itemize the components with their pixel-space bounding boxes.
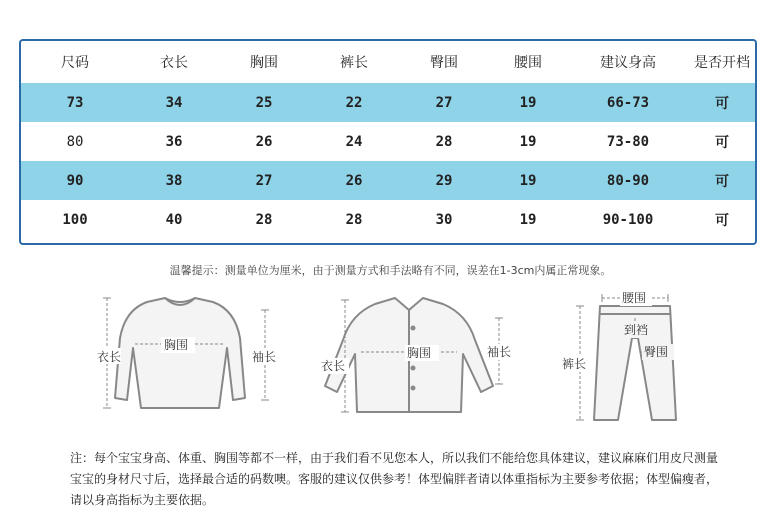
table-cell: 19 xyxy=(519,133,537,150)
table-cell: 28 xyxy=(255,211,273,228)
header-cell: 胸围 xyxy=(250,55,278,71)
table-cell: 30 xyxy=(435,211,453,228)
table-cell: 19 xyxy=(519,211,537,228)
table-cell: 34 xyxy=(165,94,183,111)
table-cell: 40 xyxy=(165,211,183,228)
table-cell: 80-90 xyxy=(606,172,650,189)
sleeve-label: 袖长 xyxy=(252,350,277,364)
table-cell: 可 xyxy=(715,134,729,151)
header-cell: 是否开档 xyxy=(694,55,750,71)
table-cell: 26 xyxy=(255,133,273,150)
table-row xyxy=(21,122,755,161)
table-cell: 22 xyxy=(345,94,363,111)
chest-label: 胸围 xyxy=(164,338,189,352)
table-cell: 29 xyxy=(435,172,453,189)
table-cell: 73-80 xyxy=(606,133,650,150)
table-cell: 80 xyxy=(66,133,84,150)
shirt-diagram xyxy=(317,288,522,418)
table-cell: 26 xyxy=(345,172,363,189)
header-cell: 建议身高 xyxy=(600,55,656,71)
table-cell: 90-100 xyxy=(602,211,654,228)
table-cell: 38 xyxy=(165,172,183,189)
length-label: 衣长 xyxy=(321,359,346,373)
table-row xyxy=(21,200,755,239)
crotch-label: 到裆 xyxy=(624,323,649,337)
table-cell: 100 xyxy=(62,211,88,228)
header-cell: 裤长 xyxy=(340,55,368,71)
sleeve-label: 袖长 xyxy=(487,345,512,359)
table-header-row xyxy=(21,41,755,83)
chest-label: 胸围 xyxy=(407,346,432,360)
length-label: 裤长 xyxy=(562,357,587,371)
table-cell: 可 xyxy=(715,95,729,112)
table-cell: 27 xyxy=(435,94,453,111)
table-cell: 73 xyxy=(66,94,84,111)
pants-diagram xyxy=(558,288,688,428)
header-cell: 尺码 xyxy=(61,55,89,71)
header-cell: 衣长 xyxy=(160,55,188,71)
table-cell: 24 xyxy=(345,133,363,150)
table-cell: 66-73 xyxy=(606,94,650,111)
hip-label: 臀围 xyxy=(644,345,669,359)
header-cell: 腰围 xyxy=(514,55,542,71)
length-label: 衣长 xyxy=(97,350,122,364)
table-cell: 90 xyxy=(66,172,84,189)
table-cell: 可 xyxy=(715,212,729,229)
table-row xyxy=(21,161,755,200)
table-cell: 27 xyxy=(255,172,273,189)
table-cell: 28 xyxy=(435,133,453,150)
sizing-note: 注：每个宝宝身高、体重、胸围等都不一样，由于我们看不见您本人，所以我们不能给您具体建议，建议麻麻们用皮尺测量宝宝的身材尺寸后，选择最合适的码数噢。客服的建议仅供参考！体型偏胖者请以体重指标为主要参考依据；体型偏瘦者，请以身高指标为主要依据。 xyxy=(70,451,719,507)
table-cell: 25 xyxy=(255,94,273,111)
table-row xyxy=(21,83,755,122)
header-cell: 臀围 xyxy=(430,55,458,71)
waist-label: 腰围 xyxy=(622,291,647,305)
table-cell: 19 xyxy=(519,94,537,111)
table-cell: 19 xyxy=(519,172,537,189)
table-cell: 28 xyxy=(345,211,363,228)
size-table xyxy=(19,39,757,245)
table-cell: 36 xyxy=(165,133,183,150)
measurement-tip: 温馨提示：测量单位为厘米，由于测量方式和手法略有不同，误差在1-3cm内属正常现象。 xyxy=(169,264,612,277)
table-cell: 可 xyxy=(715,173,729,190)
sweater-diagram xyxy=(95,288,285,418)
